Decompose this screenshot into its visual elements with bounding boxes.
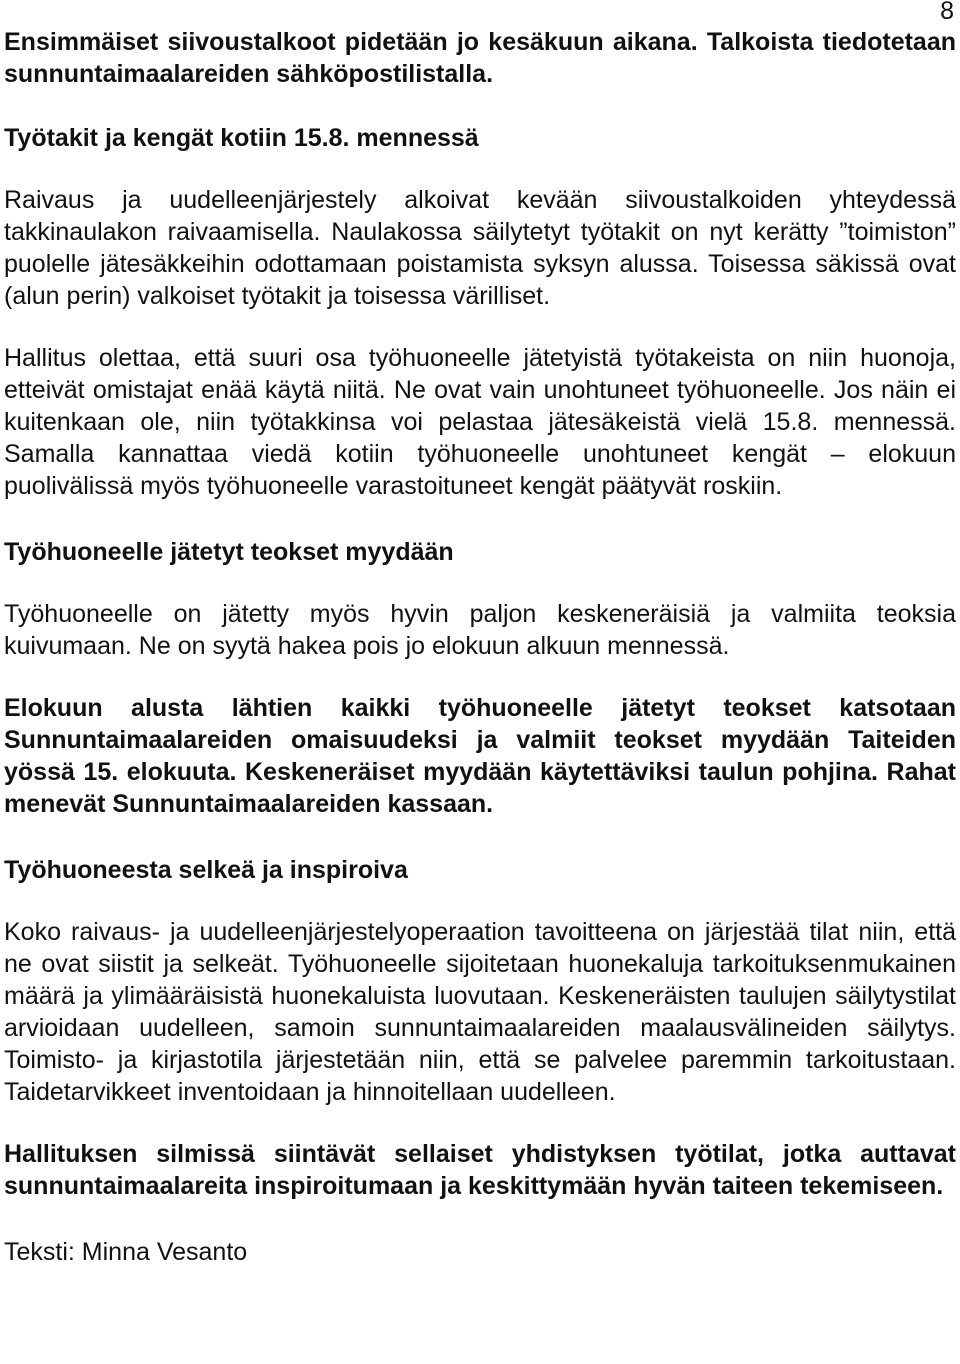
workwear-paragraph-1: Raivaus ja uudelleenjärjestely alkoivat kevään siivoustalkoiden yhteydessä takkinaulakon raivaamisella. Naulakossa säilytetyt työtakit on nyt kerätty ”toimiston” puolelle jätesäkkeihin odottamaan poistamista syksyn alussa. Toisessa säkissä ovat (alun perin) valkoiset työtakit ja toisessa värilliset. — [4, 186, 956, 310]
artworks-paragraph: Työhuoneelle on jätetty myös hyvin paljon keskeneräisiä ja valmiita teoksia kuivumaan. Ne on syytä hakea pois jo elokuun alkuun mennessä. — [4, 600, 956, 660]
author-credit: Teksti: Minna Vesanto — [4, 1238, 248, 1266]
studio-paragraph: Koko raivaus- ja uudelleenjärjestelyoperaation tavoitteena on järjestää tilat niin, että ne ovat siistit ja selkeät. Työhuoneelle sijoitetaan huonekaluja tarkoituksenmukainen määrä ja ylimääräisistä huonekaluista luovutaan. Keskeneräisten taulujen säilytystilat arvioidaan uudelleen, samoin sunnuntaimaalareiden maalausvälineiden säilytys. Toimisto- ja kirjastotila järjestetään niin, että se palvelee paremmin tarkoitustaan. Taidetarvikkeet inventoidaan ja hinnoitellaan uudelleen. — [4, 918, 956, 1106]
artworks-notice: Elokuun alusta lähtien kaikki työhuoneelle jätetyt teokset katsotaan Sunnuntaimaalareiden omaisuudeksi ja valmiit teokset myydään Taiteiden yössä 15. elokuuta. Keskeneräiset myydään käytettäviksi taulun pohjina. Rahat menevät Sunnuntaimaalareiden kassaan. — [4, 694, 956, 818]
board-vision: Hallituksen silmissä siintävät sellaiset yhdistyksen työtilat, jotka auttavat sunnuntaimaalareita inspiroitumaan ja keskittymään hyvän taiteen tekemiseen. — [4, 1140, 956, 1200]
workwear-paragraph-2: Hallitus olettaa, että suuri osa työhuoneelle jätetyistä työtakeista on niin huonoja, etteivät omistajat enää käytä niitä. Ne ovat vain unohtuneet työhuoneelle. Jos näin ei kuitenkaan ole, niin työtakkinsa voi pelastaa jätesäkeistä vielä 15.8. mennessä. Samalla kannattaa viedä kotiin työhuoneelle unohtuneet kengät – elokuun puolivälissä myös työhuoneelle varastoituneet kengät päätyvät roskiin. — [4, 344, 956, 500]
intro-notice: Ensimmäiset siivoustalkoot pidetään jo kesäkuun aikana. Talkoista tiedotetaan sunnuntaimaalareiden sähköpostilistalla. — [4, 28, 956, 88]
studio-heading: Työhuoneesta selkeä ja inspiroiva — [4, 856, 408, 884]
page-number: 8 — [940, 0, 954, 25]
workwear-heading: Työtakit ja kengät kotiin 15.8. mennessä — [4, 124, 479, 152]
artworks-heading: Työhuoneelle jätetyt teokset myydään — [4, 538, 454, 566]
document-page — [4, 0, 956, 1268]
